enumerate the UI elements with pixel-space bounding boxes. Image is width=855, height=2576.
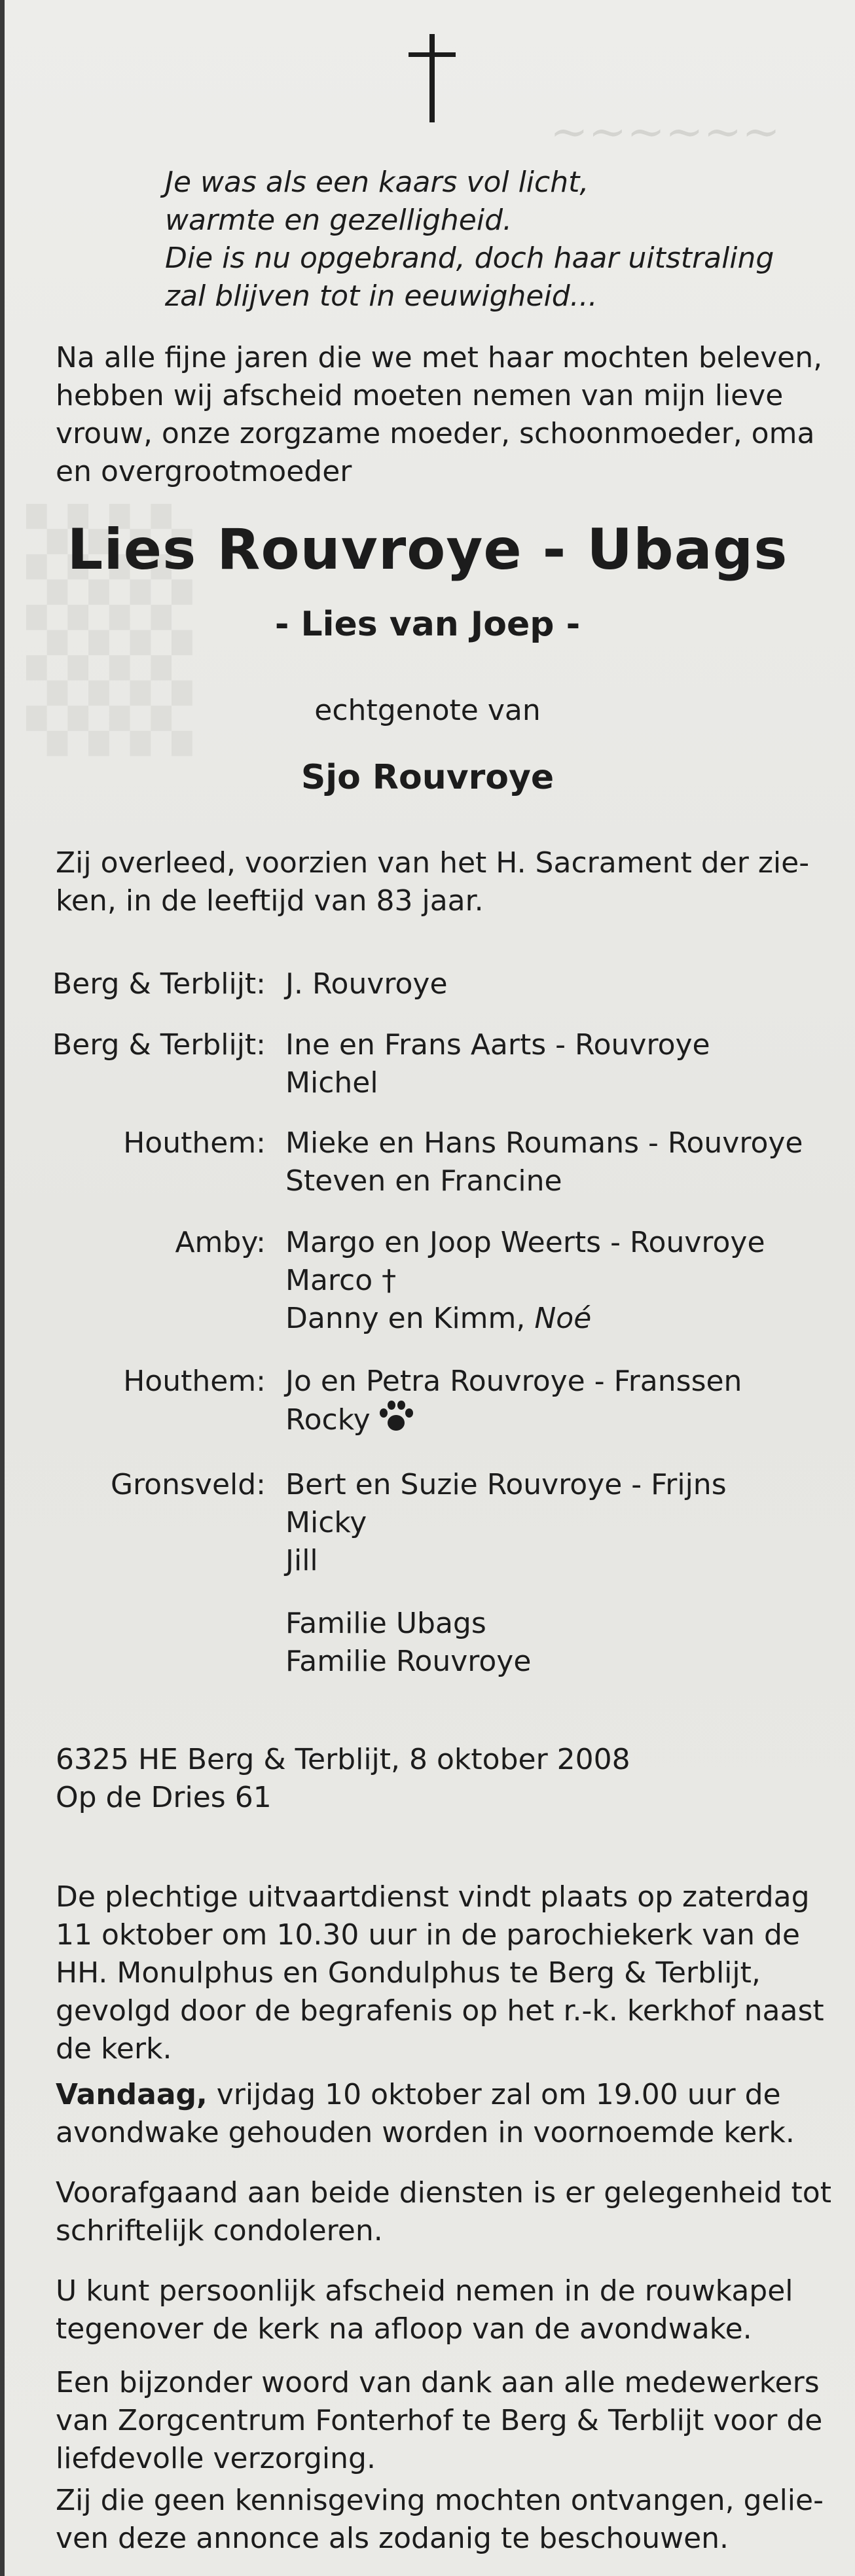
funeral-line: de kerk. bbox=[56, 2032, 172, 2066]
family-member: Marco † bbox=[285, 1264, 397, 1297]
poem-line: zal blijven tot in eeuwigheid... bbox=[165, 279, 598, 313]
funeral-line: HH. Monulphus en Gondulphus te Berg & Terblijt, bbox=[56, 1956, 761, 1990]
poem-line: Je was als een kaars vol licht, bbox=[165, 166, 589, 199]
address-line: 6325 HE Berg & Terblijt, 8 oktober 2008 bbox=[56, 1743, 630, 1776]
vigil-line bbox=[56, 2076, 828, 2114]
funeral-line: gevolgd door de begrafenis op het r.-k. kerkhof naast bbox=[56, 1994, 824, 2028]
family-member: J. Rouvroye bbox=[285, 967, 448, 1001]
bleed-through-text: ~~~~~~ bbox=[550, 105, 780, 158]
family-place: Berg & Terblijt: bbox=[52, 1028, 266, 1062]
cross-icon bbox=[409, 34, 456, 122]
thanks-line: Een bijzonder woord van dank aan alle medewerkers bbox=[56, 2366, 820, 2399]
poem-line: warmte en gezelligheid. bbox=[165, 204, 513, 237]
column-rule bbox=[0, 0, 5, 2576]
family-member-pet bbox=[285, 1401, 742, 1439]
family-place: Houthem: bbox=[123, 1126, 266, 1160]
family-member: Micky bbox=[285, 1506, 367, 1539]
condolence-line: schriftelijk condoleren. bbox=[56, 2214, 383, 2247]
poem-line: Die is nu opgebrand, doch haar uitstraling bbox=[165, 241, 774, 275]
vigil-line: avondwake gehouden worden in voornoemde kerk. bbox=[56, 2116, 795, 2149]
deceased-nickname: - Lies van Joep - bbox=[274, 605, 581, 644]
death-statement-line: Zij overleed, voorzien van het H. Sacrament der zie- bbox=[56, 846, 810, 880]
condolence-paragraph bbox=[56, 2174, 831, 2250]
intro-line: en overgrootmoeder bbox=[56, 455, 352, 488]
intro-paragraph bbox=[56, 339, 828, 491]
vigil-lead: Vandaag, bbox=[56, 2078, 208, 2111]
funeral-line: 11 oktober om 10.30 uur in de parochiekerk van de bbox=[56, 1918, 800, 1952]
family-member: Jill bbox=[285, 1544, 318, 1577]
closing-line: ven deze annonce als zodanig te beschouwen. bbox=[56, 2522, 729, 2555]
condolence-line: Voorafgaand aan beide diensten is er gelegenheid tot bbox=[56, 2176, 831, 2209]
family-member: Mieke en Hans Roumans - Rouvroye bbox=[285, 1126, 803, 1160]
intro-line: hebben wij afscheid moeten nemen van mijn lieve bbox=[56, 379, 784, 412]
family-place: Amby: bbox=[175, 1226, 266, 1259]
farewell-line: tegenover de kerk na afloop van de avondwake. bbox=[56, 2312, 752, 2346]
farewell-line: U kunt persoonlijk afscheid nemen in de rouwkapel bbox=[56, 2274, 793, 2308]
poem bbox=[165, 164, 820, 315]
death-statement bbox=[56, 844, 828, 920]
family-member: Familie Ubags bbox=[285, 1607, 486, 1640]
family-place: Gronsveld: bbox=[110, 1468, 266, 1501]
vigil-paragraph bbox=[56, 2076, 828, 2152]
family-member: Steven en Francine bbox=[285, 1164, 562, 1198]
family-member: Bert en Suzie Rouvroye - Frijns bbox=[285, 1468, 727, 1501]
address-line: Op de Dries 61 bbox=[56, 1781, 272, 1814]
family-member bbox=[285, 1300, 765, 1338]
vigil-text: vrijdag 10 oktober zal om 19.00 uur de bbox=[207, 2078, 781, 2111]
address bbox=[56, 1741, 828, 1817]
death-statement-line: ken, in de leeftijd van 83 jaar. bbox=[56, 884, 484, 918]
bleed-through-text-large: ▒ bbox=[26, 504, 192, 755]
family-member: Margo en Joop Weerts - Rouvroye bbox=[285, 1226, 765, 1259]
family-member: Familie Rouvroye bbox=[285, 1645, 532, 1678]
family-place: Berg & Terblijt: bbox=[52, 967, 266, 1001]
closing-paragraph bbox=[56, 2482, 828, 2558]
family-member-italic: Noé bbox=[534, 1302, 592, 1335]
farewell-paragraph bbox=[56, 2272, 828, 2348]
closing-line: Zij die geen kennisgeving mochten ontvangen, gelie- bbox=[56, 2484, 824, 2517]
family-member: Jo en Petra Rouvroye - Franssen bbox=[285, 1365, 742, 1398]
pet-name: Rocky bbox=[285, 1403, 371, 1437]
funeral-line: De plechtige uitvaartdienst vindt plaats op zaterdag bbox=[56, 1880, 810, 1914]
family-member: Michel bbox=[285, 1066, 378, 1100]
spouse-name: Sjo Rouvroye bbox=[300, 758, 555, 797]
family-member-text: Danny en Kimm, bbox=[285, 1302, 526, 1335]
intro-line: vrouw, onze zorgzame moeder, schoonmoeder, oma bbox=[56, 417, 815, 450]
intro-line: Na alle fijne jaren die we met haar mochten beleven, bbox=[56, 341, 823, 374]
deceased-name: Lies Rouvroye - Ubags bbox=[67, 517, 788, 582]
family-member: Ine en Frans Aarts - Rouvroye bbox=[285, 1028, 710, 1062]
family-place: Houthem: bbox=[123, 1365, 266, 1398]
thanks-paragraph bbox=[56, 2364, 828, 2478]
funeral-paragraph bbox=[56, 1878, 828, 2068]
thanks-line: van Zorgcentrum Fonterhof te Berg & Terblijt voor de bbox=[56, 2404, 823, 2437]
thanks-line: liefdevolle verzorging. bbox=[56, 2442, 376, 2475]
paw-print-icon bbox=[377, 1401, 415, 1433]
spouse-label: echtgenote van bbox=[314, 694, 541, 727]
